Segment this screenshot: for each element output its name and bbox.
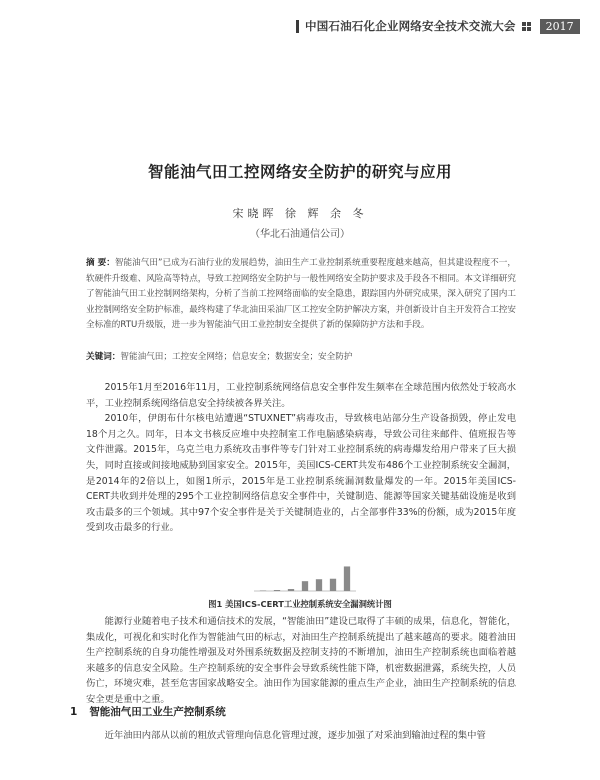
chart-bar bbox=[344, 566, 350, 591]
running-header bbox=[296, 16, 596, 36]
abstract-text: 智能油气田”已成为石油行业的发展趋势，油田生产工业控制系统重要程度越来越高，但其建设程度不一，软硬件升级难、风险高等特点，导致工控网络安全防护与一般性网络安全防护要求及手段各不相同。本文详细研究了智能油气田工业控制网络架构，分析了当前工控网络面临的安全隐患，跟踪国内外研究成果，深入研究了国内工业控制网络安全防护标准，最终构建了华北油田采油厂区工控安全防护解决方案，并创新设计自主开发符合工控安全标准的RTU升级版，进一步为智能油气田工业控制安全提供了新的保障防护方法和手段。 bbox=[86, 258, 516, 330]
chart-bar bbox=[288, 589, 294, 591]
paper-affiliation: （华北石油通信公司） bbox=[250, 229, 350, 240]
paper-title: 智能油气田工控网络安全防护的研究与应用 bbox=[147, 163, 452, 181]
section-heading bbox=[70, 704, 226, 719]
vulnerability-bar-chart bbox=[250, 562, 360, 594]
body-paragraph: 2010年，伊朗布什尔核电站遭遇“STUXNET”病毒攻击，导致核电站部分生产设备损毁，停止发电18个月之久。同年，日本文书核反应堆中央控制室工作电脑感染病毒，导致公司往来邮件、值班报告等文件泄露。2015年，乌克兰电力系统攻击事件等专门针对工业控制系统的病毒爆发给用户带来了巨大损失，同时直接或间接地威胁到国家安全。2015年，美国ICS-CERT共发布486个工业控制系统安全漏洞，是2014年的2倍以上，如图1所示，2015年是工业控制系统漏洞数量爆发的一年。2015年美国ICS-CERT共收到并处理的295个工业控制网络信息安全事件中，关键制造、能源等国家关键基础设施是收到攻击最多的三个领域。其中97个安全事件是关于关键制造业的，占全部事件33%的份额，成为2015年度受到攻击最多的行业。 bbox=[86, 413, 516, 534]
body-paragraph: 2015年1月至2016年11月，工业控制系统网络信息安全事件发生频率在全球范围内依然处于较高水平，工业控制系统网络信息安全持续被各界关注。 bbox=[86, 382, 516, 409]
chart-bar bbox=[316, 579, 322, 591]
section-1-paragraphs bbox=[86, 728, 516, 744]
chart-bar bbox=[330, 579, 336, 591]
section-number: 1 bbox=[70, 706, 78, 718]
paper-authors: 宋晓晖 徐 辉 余 冬 bbox=[232, 207, 368, 220]
abstract-label: 摘 要： bbox=[86, 258, 115, 268]
section-title: 智能油气田工业生产控制系统 bbox=[89, 706, 226, 718]
energy-paragraphs bbox=[86, 614, 516, 708]
keywords-text: 智能油气田；工控安全网络；信息安全；数据安全；安全防护 bbox=[120, 352, 353, 362]
figure-caption: 图1 美国ICS-CERT工业控制系统安全漏洞统计图 bbox=[208, 599, 392, 609]
header-dots-decoration bbox=[522, 21, 536, 31]
chart-bar bbox=[302, 581, 308, 591]
chart-bar bbox=[274, 590, 280, 591]
conference-year: 2017 bbox=[540, 19, 580, 34]
keywords-label: 关键词： bbox=[86, 352, 121, 362]
header-bar bbox=[296, 20, 299, 33]
abstract bbox=[86, 256, 516, 334]
body-paragraph: 能源行业随着电子技术和通信技术的发展，“智能油田”建设已取得了丰硕的成果，信息化，智能化，集成化，可视化和实时化作为智能油气田的标志，对油田生产控制系统提出了越来越高的要求。随着油田生产控制系统的自身功能性增强及对外围系统数据及控制支持的不断增加，油田生产控制系统也面临着越来越多的信息安全风险。生产控制系统的安全事件会导致系统性能下降，机密数据泄露，系统失控，人员伤亡，环境灾难，甚至危害国家战略安全。油田作为国家能源的重点生产企业，油田生产控制系统的信息安全更是重中之重。 bbox=[86, 616, 516, 705]
intro-paragraphs bbox=[86, 380, 516, 536]
conference-title: 中国石油石化企业网络安全技术交流大会 bbox=[305, 19, 516, 33]
body-paragraph: 近年油田内部从以前的粗放式管理向信息化管理过渡，逐步加强了对采油到输油过程的集中管 bbox=[104, 730, 486, 741]
keywords bbox=[86, 350, 516, 365]
